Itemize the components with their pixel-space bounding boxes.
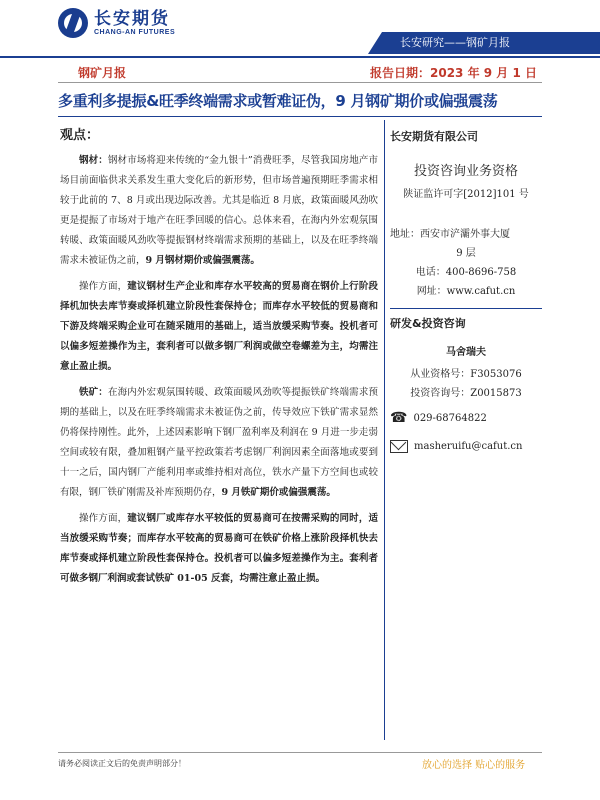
column-divider (384, 120, 385, 740)
steel-conclusion: 9 月钢材期价或偏强震荡。 (145, 255, 260, 266)
steel-operation-text: 操作方面， (79, 281, 128, 292)
disclaimer-note: 请务必阅读正文后的免责声明部分！ (58, 759, 186, 768)
phone-icon: ☎ (390, 410, 408, 426)
analyst-name: 马舍瑞夫 (446, 347, 486, 358)
logo-icon (58, 8, 88, 38)
steel-lead: 钢材： (79, 155, 108, 166)
analyst-phone-row (390, 410, 542, 426)
ore-text: 在海内外宏观氛围转暖、政策面暖风劲吹等提振铁矿终端需求预期的基础上，以及在旺季终端需求未被证伪之前，传导效应下铁矿需求显然仍将保持刚性。此外，上述因素影响下钢厂盈利率及利润在 9 月进一步走弱空间或较有限，叠加粗钢产量平控政策若考虑钢厂利润因素全面落地或要到十一之后，国内钢厂产能利用率或维持相对高位，铁水产量下方空间也或较有限，钢厂铁矿刚需及补库预期仍存， (60, 387, 378, 498)
ore-operation-advice: 建议钢厂或库存水平较低的贸易商可在按需采购的同时，适当放缓采购节奏；而库存水平较高的贸易商可在铁矿价格上涨阶段择机快去库节奏或择机建立阶段性套保持仓。投机者可以偏多短差操作为主。套利者可做多钢厂利润或套试铁矿 01-05 反套，均需注意止盈止损。 (60, 513, 378, 584)
sidebar (390, 124, 542, 453)
main-content (60, 124, 378, 595)
address-floor: 9 层 (456, 248, 476, 259)
report-type: 钢矿月报 (78, 66, 127, 80)
mail-icon (390, 440, 408, 453)
ore-paragraph (60, 383, 378, 503)
company-website[interactable]: 网址：www.cafut.cn (416, 286, 516, 297)
report-title: 多重利多提振&旺季终端需求或暂难证伪，9 月钢矿期价或偏强震荡 (58, 92, 498, 110)
analyst-phone: 029-68764822 (413, 412, 487, 424)
qualification-number: 陕证监许可字[2012]101 号 (403, 189, 529, 200)
title-divider (58, 116, 542, 117)
company-logo (58, 8, 175, 38)
research-section-title: 研发&投资咨询 (390, 308, 542, 331)
consultant-number: 投资咨询号：Z0015873 (410, 388, 522, 399)
logo-en-text: CHANG-AN FUTURES (94, 29, 176, 36)
address: 地址：西安市浐灞外事大厦 (390, 229, 510, 240)
analyst-email-row (390, 440, 542, 453)
meta-divider (58, 82, 542, 83)
certification-number: 从业资格号：F3053076 (410, 369, 522, 380)
company-name: 长安期货有限公司 (390, 130, 478, 143)
ore-operation-paragraph (60, 509, 378, 589)
steel-operation-advice: 建议钢材生产企业和库存水平较高的贸易商在钢价上行阶段择机加快去库节奏或择机建立阶段性套保持仓；而库存水平较低的贸易商和下游及终端采购企业可在随采随用的基础上，适当放缓采购节奏。投机者可以偏多短差操作为主，套利者可以做多钢厂利润或做空卷螺差为主，均需注意止盈止损。 (60, 281, 378, 372)
ore-operation-text: 操作方面， (79, 513, 128, 524)
ore-lead: 铁矿： (79, 387, 108, 398)
ore-conclusion: 9 月铁矿期价或偏强震荡。 (221, 487, 336, 498)
page-header (0, 0, 600, 62)
header-divider (0, 56, 600, 58)
steel-operation-paragraph (60, 277, 378, 377)
steel-paragraph (60, 151, 378, 271)
qualification-title: 投资咨询业务资格 (413, 164, 518, 179)
report-date: 报告日期：2023 年 9 月 1 日 (370, 66, 537, 80)
footer-divider (58, 752, 542, 753)
company-phone: 电话：400-8696-758 (415, 267, 517, 278)
steel-text: 钢材市场将迎来传统的“金九银十”消费旺季，尽管我国房地产市场目前面临供求关系发生重大变化后的新形势，但市场普遍预期旺季需求相较于此前的 7、8 月或出现边际改善。尤其是临近 8 月底，政策面暖风劲吹更是提振了市场对于地产在旺季回暖的信心。总体来看，在海内外宏观氛围转暖、政策面暖风劲吹等提振钢材终端需求预期的基础上，以及在旺季终端需求未被证伪之前， (60, 155, 378, 266)
logo-cn-text: 长安期货 (94, 9, 170, 29)
analyst-email[interactable]: masheruifu@cafut.cn (414, 441, 523, 452)
footer-slogan: 放心的选择 贴心的服务 (422, 760, 526, 771)
section-title: 观点： (60, 128, 100, 143)
series-banner: 长安研究——钢矿月报 (382, 32, 600, 54)
